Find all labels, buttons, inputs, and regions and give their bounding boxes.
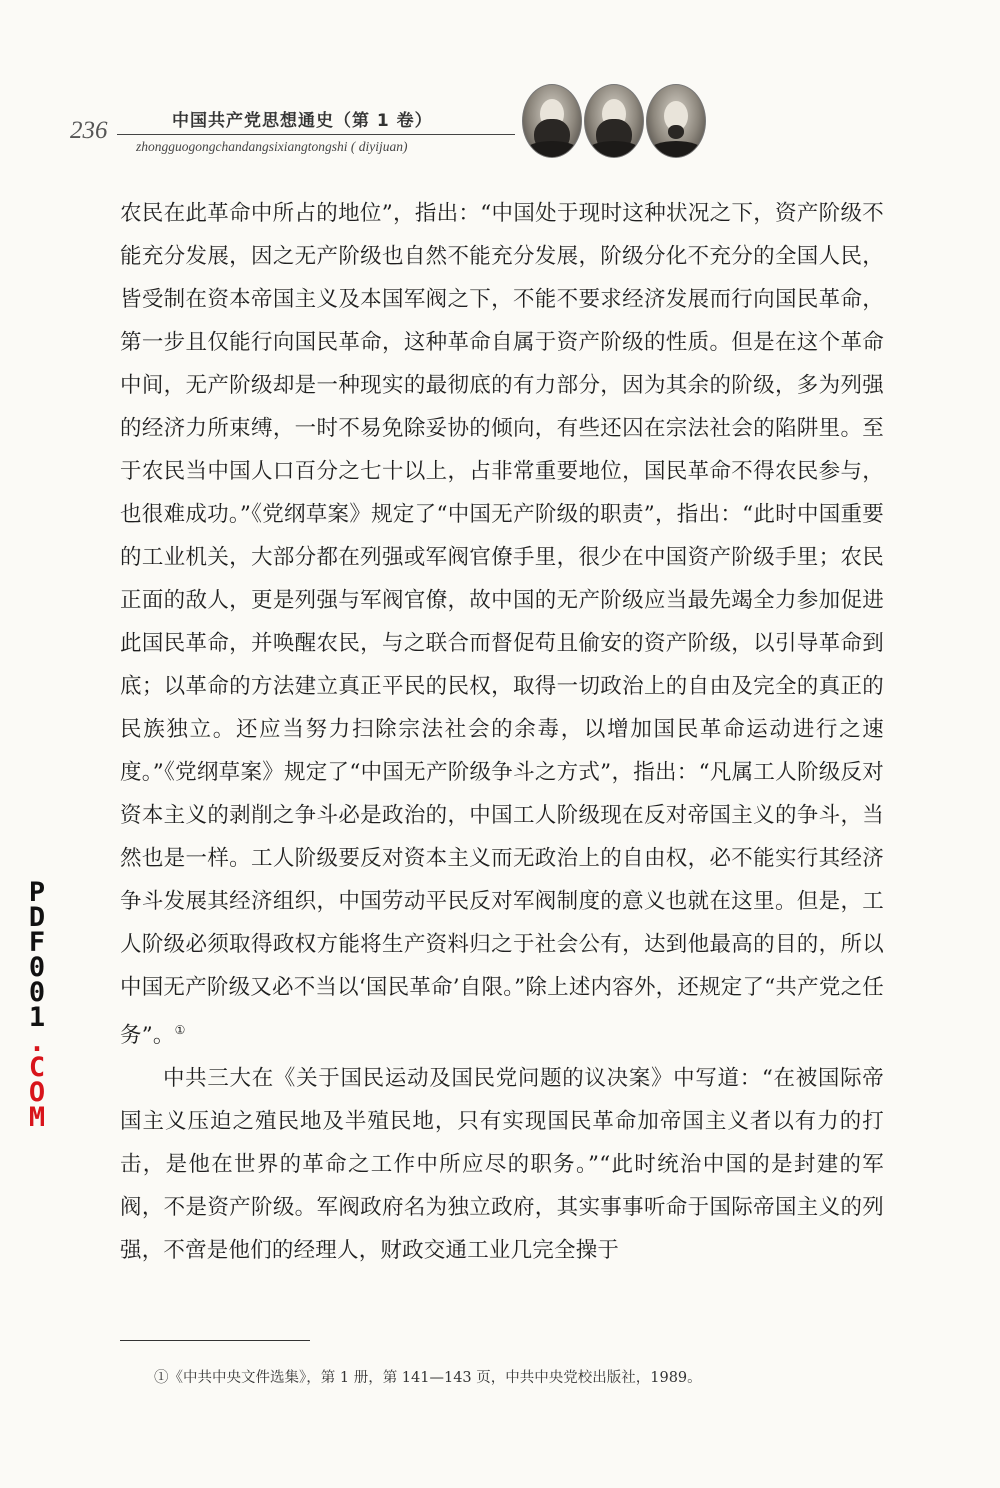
- watermark-part-1: P D F 0 0 1: [28, 877, 46, 1033]
- footnote-marker[interactable]: ①: [174, 1023, 186, 1037]
- body-paragraph-1: [120, 192, 884, 1057]
- portrait-icon-3: [646, 84, 706, 158]
- portrait-group: [522, 84, 712, 160]
- footnote-rule: [120, 1340, 310, 1341]
- book-title: 中国共产党思想通史（第 1 卷）: [172, 111, 433, 131]
- page-number: 236: [70, 117, 108, 144]
- watermark: [22, 877, 52, 1133]
- portrait-icon-1: [522, 84, 582, 158]
- main-text: [120, 192, 884, 1272]
- portrait-icon-2: [584, 84, 644, 158]
- body-paragraph-2: 中共三大在《关于国民运动及国民党问题的议决案》中写道：“在被国际帝国主义压迫之殖民地及半殖民地，只有实现国民革命加帝国主义者以有力的打击，是他在世界的革命之工作中所应尽的职务。”“此时统治中国的是封建的军阀，不是资产阶级。军阀政府名为独立政府，其实事事听命于国际帝国主义的列强，不啻是他们的经理人，财政交通工业几完全操于: [120, 1066, 884, 1263]
- footnote: ①《中共中央文件选集》，第 1 册，第 141—143 页，中共中央党校出版社，1989。: [154, 1370, 702, 1386]
- book-title-pinyin: zhongguogongchandangsixiangtongshi ( diyijuan): [136, 139, 408, 154]
- paragraph-1-text: 农民在此革命中所占的地位”，指出：“中国处于现时这种状况之下，资产阶级不能充分发展，因之无产阶级也自然不能充分发展，阶级分化不充分的全国人民，皆受制在资本帝国主义及本国军阀之下，不能不要求经济发展而行向国民革命，第一步且仅能行向国民革命，这种革命自属于资产阶级的性质。但是在这个革命中间，无产阶级却是一种现实的最彻底的有力部分，因为其余的阶级，多为列强的经济力所束缚，一时不易免除妥协的倾向，有些还囚在宗法社会的陷阱里。至于农民当中国人口百分之七十以上，占非常重要地位，国民革命不得农民参与，也很难成功。”《党纲草案》规定了“中国无产阶级的职责”，指出：“此时中国重要的工业机关，大部分都在列强或军阀官僚手里，很少在中国资产阶级手里；农民正面的敌人，更是列强与军阀官僚，故中国的无产阶级应当最先竭全力参加促进此国民革命，并唤醒农民，与之联合而督促苟且偷安的资产阶级，以引导革命到底；以革命的方法建立真正平民的民权，取得一切政治上的自由及完全的真正的民族独立。还应当努力扫除宗法社会的余毒，以增加国民革命运动进行之速度。”《党纲草案》规定了“中国无产阶级争斗之方式”，指出：“凡属工人阶级反对资本主义的剥削之争斗必是政治的，中国工人阶级现在反对帝国主义的争斗，当然也是一样。工人阶级要反对资本主义而无政治上的自由权，必不能实行其经济争斗发展其经济组织，中国劳动平民反对军阀制度的意义也就在这里。但是，工人阶级必须取得政权方能将生产资料归之于社会公有，达到他最高的目的，所以中国无产阶级又必不当以‘国民革命’自限。”除上述内容外，还规定了“共产党之任务”。: [120, 201, 884, 1048]
- page-header: [0, 0, 1000, 170]
- watermark-part-2: . C O M: [28, 1027, 46, 1133]
- header-rule: [117, 134, 515, 135]
